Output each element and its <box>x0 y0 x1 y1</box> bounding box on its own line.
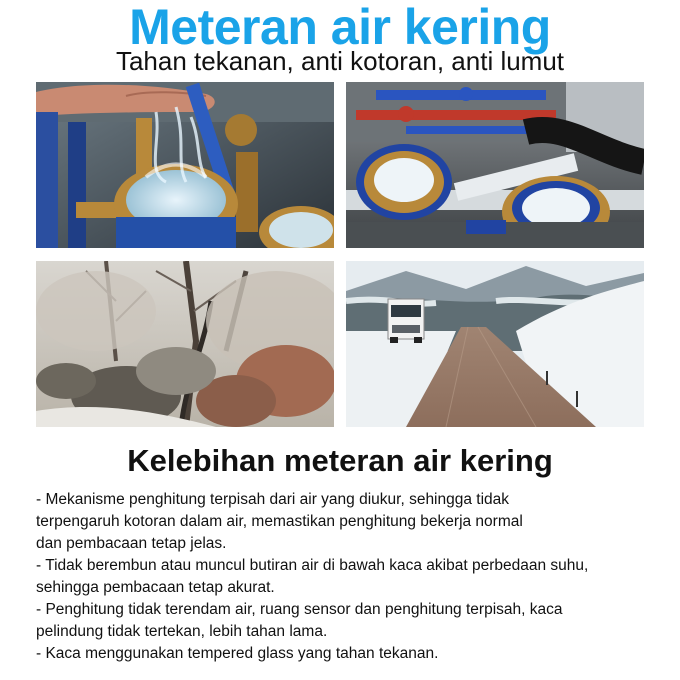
truck-snowy-road-photo <box>346 261 644 427</box>
benefit-line: dan pembacaan tetap jelas. <box>36 535 227 552</box>
benefit-line: - Mekanisme penghitung terpisah dari air yang diukur, sehingga tidak <box>36 491 510 508</box>
benefit-line: - Tidak berembun atau muncul butiran air di bawah kaca akibat perbedaan suhu, <box>36 557 589 574</box>
benefits-heading: Kelebihan meteran air kering <box>127 443 553 478</box>
benefit-line: sehingga pembacaan tetap akurat. <box>36 579 275 596</box>
page-subtitle: Tahan tekanan, anti kotoran, anti lumut <box>115 46 565 76</box>
benefits-list <box>36 489 656 665</box>
frosted-garden-photo <box>36 261 334 427</box>
benefit-line: terpengaruh kotoran dalam air, memastikan penghitung bekerja normal <box>36 513 523 530</box>
benefit-line: - Kaca menggunakan tempered glass yang tahan tekanan. <box>36 645 439 662</box>
benefit-line: - Penghitung tidak terendam air, ruang sensor dan penghitung terpisah, kaca <box>36 601 563 618</box>
benefit-line: pelindung tidak tertekan, lebih tahan lama. <box>36 623 328 640</box>
frozen-water-meters-photo <box>346 82 644 248</box>
water-meter-splash-photo <box>36 82 334 248</box>
page-title: Meteran air kering <box>129 0 551 55</box>
